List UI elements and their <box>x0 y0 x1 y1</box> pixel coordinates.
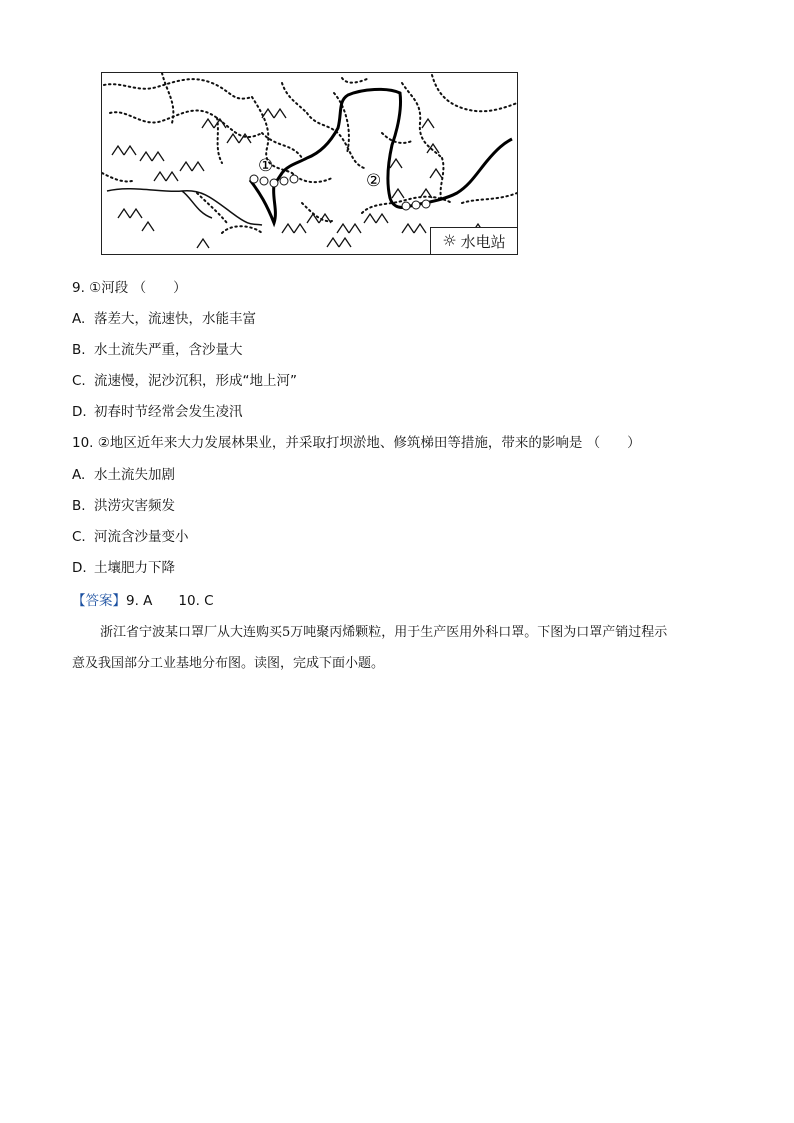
q9-option-c: C. 流速慢，泥沙沉积，形成“地上河” <box>72 373 297 389</box>
q10-option-a: A. 水土流失加剧 <box>72 467 175 483</box>
answer-tag: 【答案】 <box>72 593 126 609</box>
answer-line <box>72 589 214 609</box>
passage-line-2: 意及我国部分工业基地分布图。读图，完成下面小题。 <box>72 656 385 671</box>
answer-9: 9. A <box>126 593 153 609</box>
marker-1: ① <box>258 156 274 176</box>
boundary-lines <box>102 73 517 233</box>
yellow-river-line <box>250 89 512 223</box>
question-9-stem: 9. ①河段 （ ） <box>72 280 187 296</box>
passage-line-1: 浙江省宁波某口罩厂从大连购买5万吨聚丙烯颗粒，用于生产医用外科口罩。下图为口罩产销过程示 <box>100 625 668 640</box>
q10-option-b: B. 洪涝灾害频发 <box>72 498 175 514</box>
marker-2: ② <box>366 171 382 191</box>
sun-icon: ☼ <box>442 231 457 250</box>
q10-option-d: D. 土壤肥力下降 <box>72 560 175 576</box>
map-figure <box>101 72 518 255</box>
q9-option-b: B. 水土流失严重，含沙量大 <box>72 342 243 358</box>
q9-option-d: D. 初春时节经常会发生凌汛 <box>72 404 243 420</box>
q9-option-a: A. 落差大，流速快，水能丰富 <box>72 311 256 327</box>
q10-option-c: C. 河流含沙量变小 <box>72 529 189 545</box>
legend-label: 水电站 <box>460 232 506 251</box>
rivers <box>107 189 262 225</box>
question-10-stem: 10. ②地区近年来大力发展林果业，并采取打坝淤地、修筑梯田等措施，带来的影响是 （ ） <box>72 435 641 451</box>
map-legend <box>430 227 517 254</box>
answer-10: 10. C <box>178 593 214 609</box>
hydropower-stations <box>250 175 430 210</box>
